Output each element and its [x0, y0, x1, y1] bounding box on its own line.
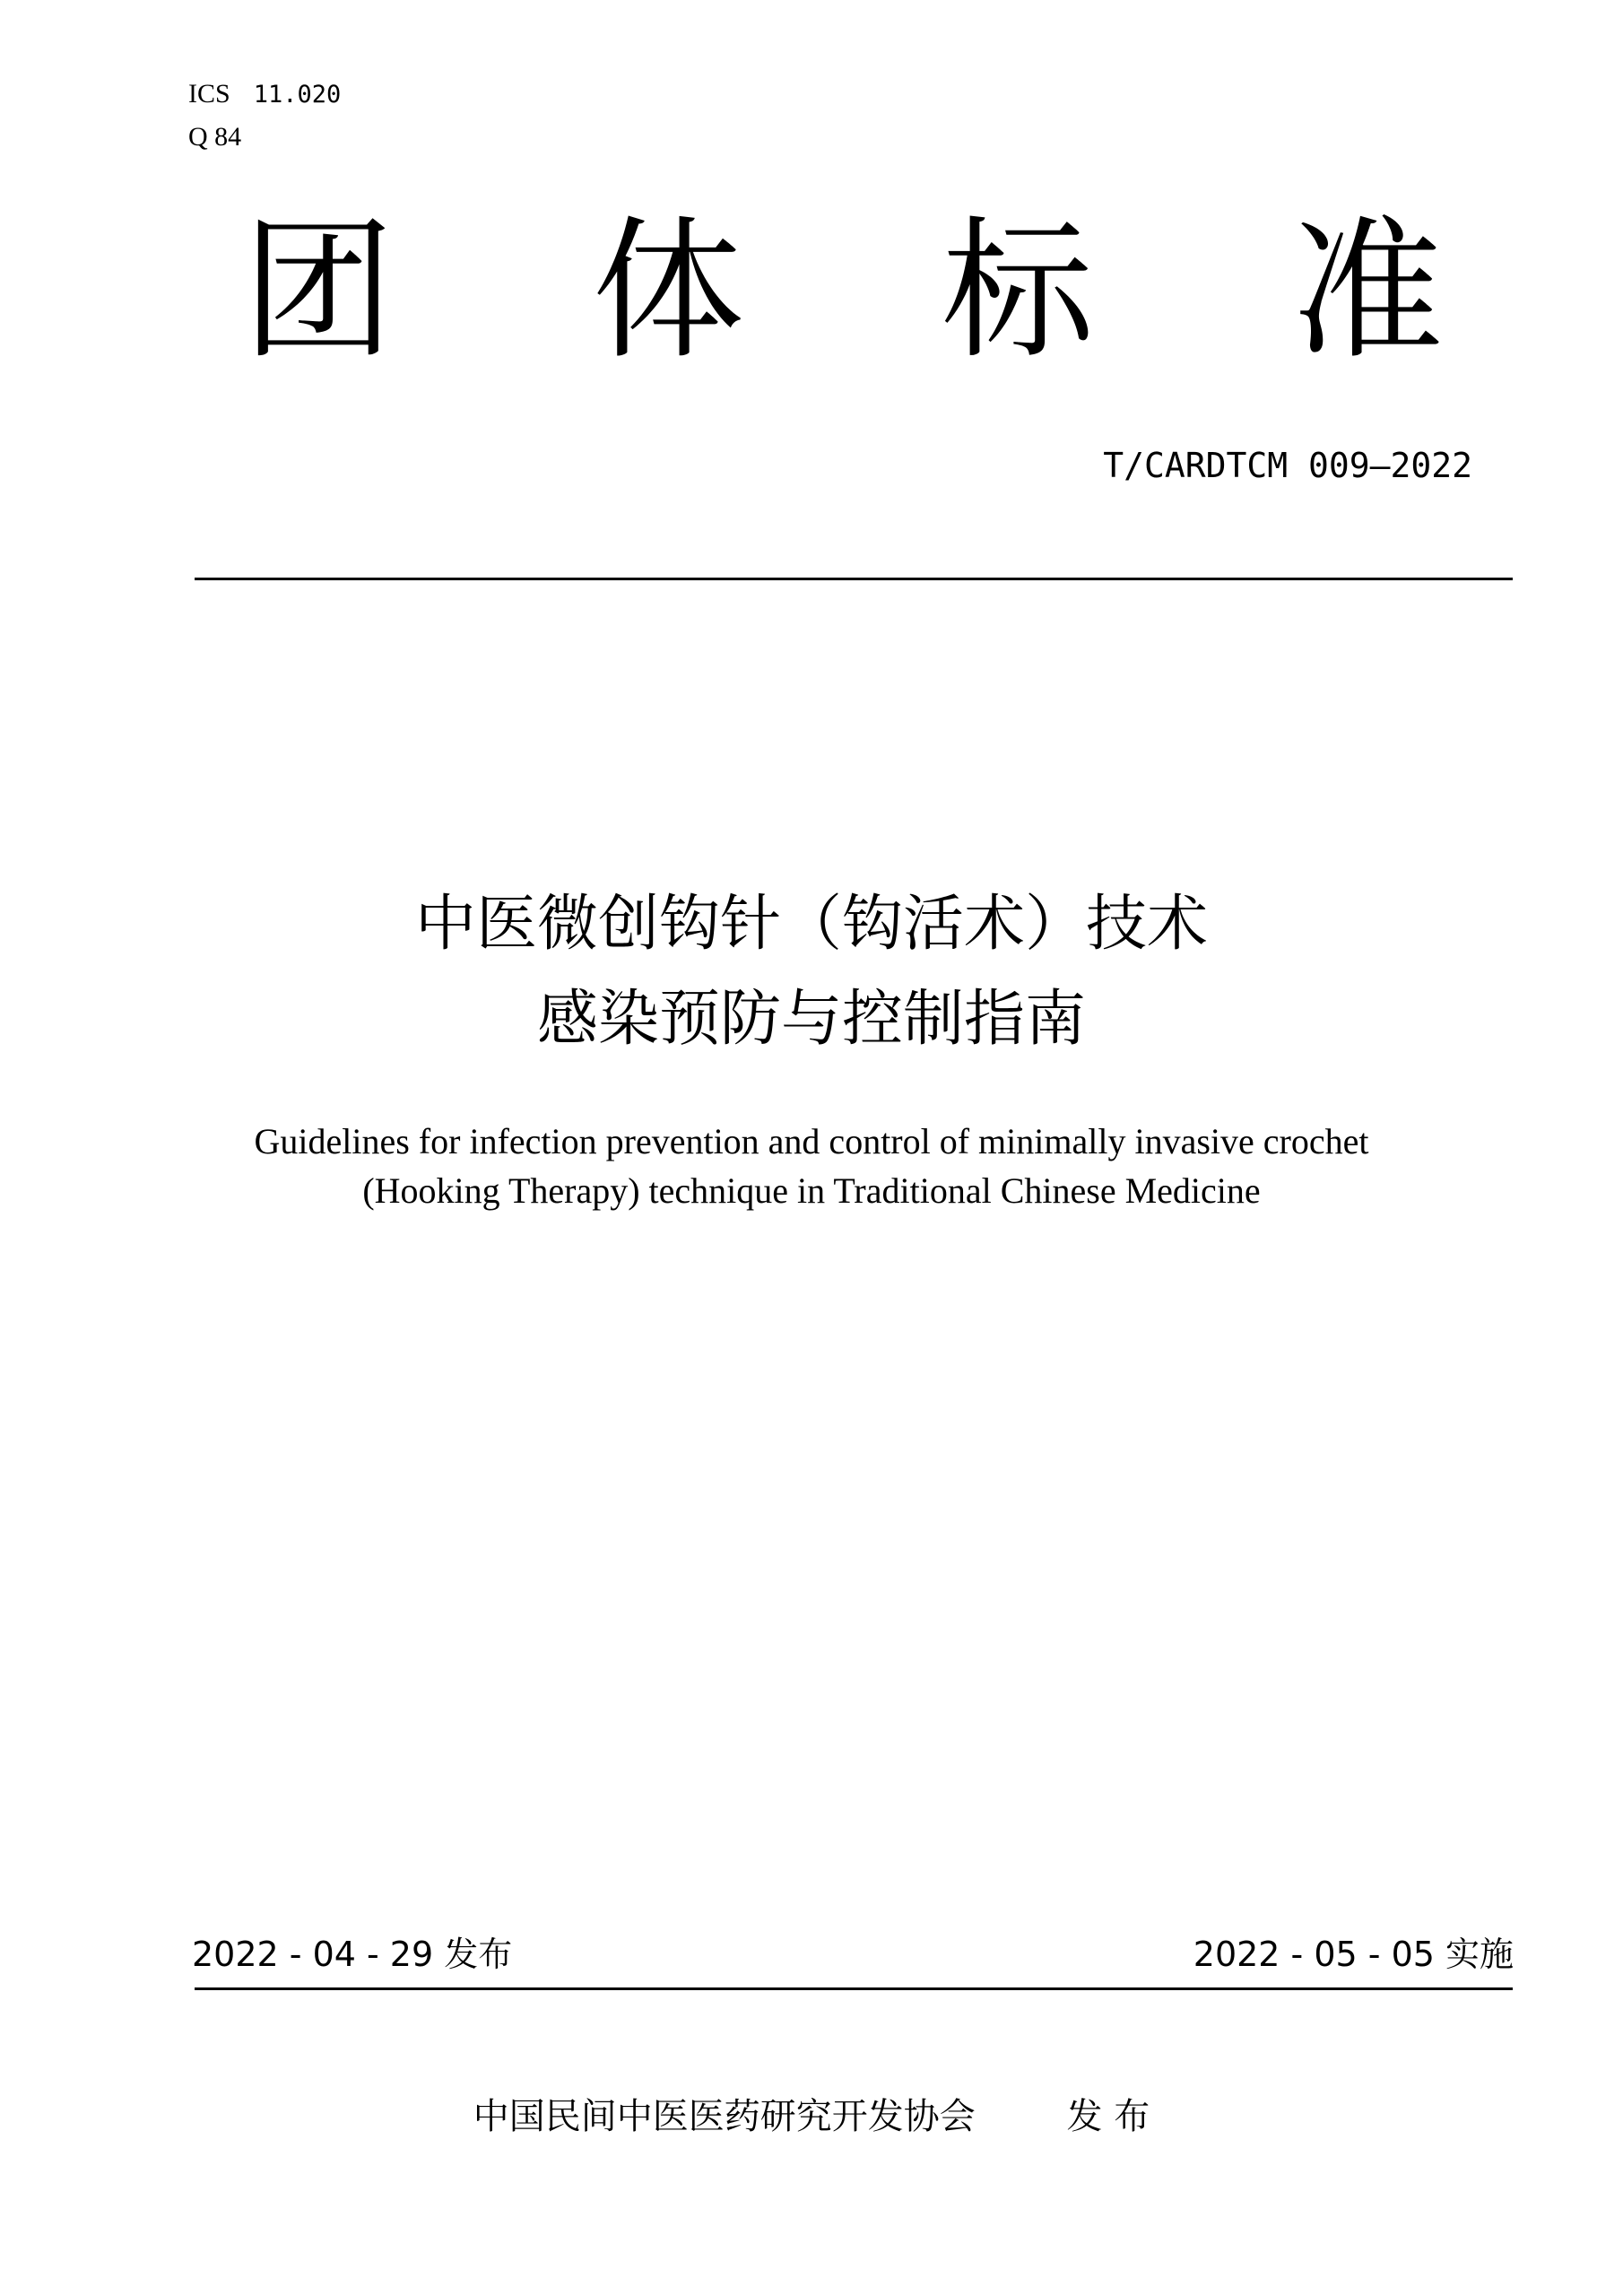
publisher-organization: 中国民间中医医药研究开发协会 [473, 2096, 976, 2137]
publisher-line [0, 2096, 1623, 2137]
chinese-title-line-1: 中医微创钩针（钩活术）技术 [414, 889, 1208, 960]
bottom-divider [195, 1987, 1513, 1990]
chinese-title-line-2: 感染预防与控制指南 [536, 984, 1086, 1055]
document-type-char-4: 准 [1291, 203, 1445, 380]
ccs-code: Q 84 [188, 122, 242, 152]
ics-code: 11.020 [253, 81, 342, 109]
ics-code-line [188, 79, 341, 109]
document-type-char-1: 团 [242, 203, 395, 380]
document-type-char-2: 体 [592, 203, 745, 380]
issue-date: 2022 - 04 - 29 发布 [192, 1935, 513, 1974]
english-title-line-2: (Hooking Therapy) technique in Traditional Chinese Medicine [362, 1170, 1261, 1211]
standard-number: T/CARDTCM 009—2022 [1103, 446, 1472, 485]
top-divider [195, 578, 1513, 580]
publish-label: 发 布 [1066, 2096, 1150, 2137]
document-type-char-3: 标 [942, 203, 1095, 380]
ics-label: ICS [188, 79, 230, 109]
english-title-line-1: Guidelines for infection prevention and control of minimally invasive crochet [254, 1121, 1369, 1161]
implementation-date: 2022 - 05 - 05 实施 [1193, 1935, 1514, 1974]
document-type-title [179, 193, 1480, 390]
